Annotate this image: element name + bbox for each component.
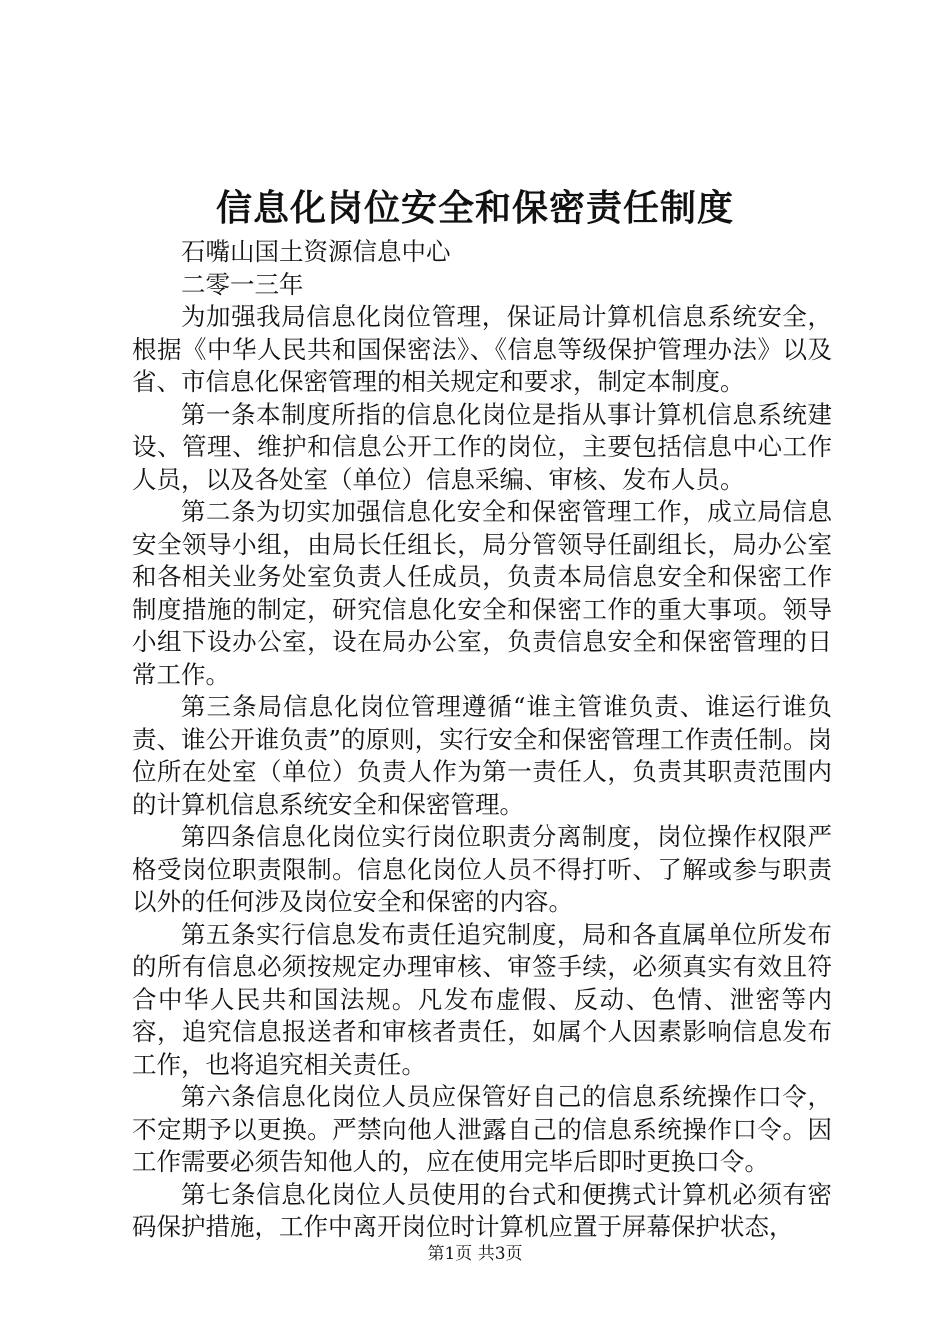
paragraph-article-2: 第二条为切实加强信息化安全和保密管理工作，成立局信息安全领导小组，由局长任组长，局分管领导任副组长，局办公室和各相关业务处室负责人任成员，负责本局信息安全和保密工作制度措施的制定，研究信息化安全和保密工作的重大事项。领导小组下设办公室，设在局办公室，负责信息安全和保密管理的日常工作。 xyxy=(132,497,832,689)
paragraph-article-5: 第五条实行信息发布责任追究制度，局和各直属单位所发布的所有信息必须按规定办理审核、审签手续，必须真实有效且符合中华人民共和国法规。凡发布虚假、反动、色情、泄密等内容，追究信息报送者和审核者责任，如属个人因素影响信息发布工作，也将追究相关责任。 xyxy=(132,919,832,1079)
paragraph-article-4: 第四条信息化岗位实行岗位职责分离制度，岗位操作权限严格受岗位职责限制。信息化岗位人员不得打听、了解或参与职责以外的任何涉及岗位安全和保密的内容。 xyxy=(132,822,832,916)
document-title: 信息化岗位安全和保密责任制度 xyxy=(215,187,734,229)
paragraph-article-1: 第一条本制度所指的信息化岗位是指从事计算机信息系统建设、管理、维护和信息公开工作的岗位，主要包括信息中心工作人员，以及各处室（单位）信息采编、审核、发布人员。 xyxy=(132,399,832,494)
year-line: 二零一三年 xyxy=(181,269,304,299)
page-number-footer: 第1页 共3页 xyxy=(427,1244,523,1264)
paragraph-intro: 为加强我局信息化岗位管理，保证局计算机信息系统安全，根据《中华人民共和国保密法》、《信息等级保护管理办法》以及省、市信息化保密管理的相关规定和要求，制定本制度。 xyxy=(132,302,832,396)
org-line: 石嘴山国土资源信息中心 xyxy=(181,237,451,266)
document-body xyxy=(132,236,832,1244)
paragraph-article-7: 第七条信息化岗位人员使用的台式和便携式计算机必须有密码保护措施，工作中离开岗位时计算机应置于屏幕保护状态， xyxy=(132,1179,832,1241)
paragraph-article-3: 第三条局信息化岗位管理遵循“谁主管谁负责、谁运行谁负责、谁公开谁负责”的原则，实行安全和保密管理工作责任制。岗位所在处室（单位）负责人作为第一责任人，负责其职责范围内的计算机信息系统安全和保密管理。 xyxy=(132,692,832,819)
paragraph-article-6: 第六条信息化岗位人员应保管好自己的信息系统操作口令，不定期予以更换。严禁向他人泄露自己的信息系统操作口令。因工作需要必须告知他人的，应在使用完毕后即时更换口令。 xyxy=(132,1082,832,1176)
